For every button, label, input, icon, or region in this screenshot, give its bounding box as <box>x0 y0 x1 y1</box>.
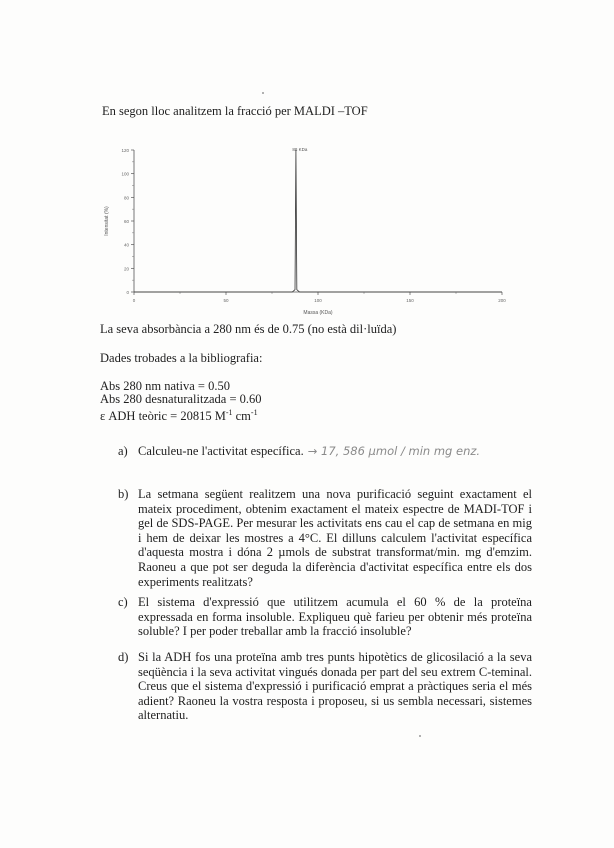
y-tick-label: 100 <box>121 171 129 177</box>
abs-denatured-value: Abs 280 desnaturalitzada = 0.60 <box>100 392 262 406</box>
question-text: La setmana següent realitzem una nova purificació seguint exactament el mateix procediment, obtenim exactament el mateix espectre de MADI-TOF i gel de SDS-PAGE. Per mesurar les activitats ens cau el cap de setmana en mig i hem de deixar les mostres a 4°C. El dilluns calculem l'activitat específica d'aquesta mostra i dóna 2 µmols de substrat transformat/min. mg d'emzim. Raoneu a que pot ser deguda la diferència d'activitat específica entre els dos experiments realitzats? <box>138 487 532 589</box>
question-a <box>118 444 532 459</box>
spectrum-line <box>134 150 502 292</box>
bibliography-values <box>100 380 262 423</box>
epsilon-prefix: ε ADH teòric = 20815 M <box>100 409 226 424</box>
x-tick-label: 50 <box>223 298 229 303</box>
epsilon-value <box>100 406 262 423</box>
question-label: a) <box>118 444 128 458</box>
y-tick-label: 40 <box>123 242 129 248</box>
peak-label: 88 KDa <box>292 147 308 152</box>
scan-speck <box>419 735 421 737</box>
question-text: Calculeu-ne l'activitat específica. <box>138 444 304 458</box>
y-tick-label: 80 <box>123 195 129 201</box>
y-tick-label: 20 <box>123 266 129 272</box>
question-text: Si la ADH fos una proteïna amb tres punts hipotètics de glicosilació a la seva seqüència i la seva activitat vingués donada per part del seu extrem C-teminal. Creus que el sistema d'expressió i purificació emprat a pràctiques seria el més adient? Raoneu la vostra resposta i proposeu, si us sembla necessari, sistemes alternatiu. <box>138 650 532 723</box>
y-axis-label: Intensitat (%) <box>104 206 110 236</box>
question-c <box>118 595 532 639</box>
question-label: d) <box>118 650 129 664</box>
y-tick-label: 60 <box>123 219 129 224</box>
x-tick-label: 100 <box>314 298 322 303</box>
question-d <box>118 650 532 723</box>
question-text: El sistema d'expressió que utilitzem acumula el 60 % de la proteïna expressada en forma insoluble. Expliqueu què farieu per obtenir més proteïna soluble? I per poder treballar amb la fracció insoluble? <box>138 595 532 639</box>
x-tick-label: 0 <box>132 298 136 303</box>
epsilon-exp1: -1 <box>225 408 233 417</box>
x-axis-label: Massa (KDa) <box>303 310 333 316</box>
abs-native-value: Abs 280 nm nativa = 0.50 <box>100 379 230 393</box>
maldi-tof-chart <box>100 140 520 320</box>
intro-text: En segon lloc analitzem la fracció per MALDI –TOF <box>102 104 368 118</box>
question-label: c) <box>118 595 128 609</box>
y-tick-label: 0 <box>126 290 129 295</box>
scan-speck <box>262 92 264 94</box>
epsilon-mid: cm <box>232 409 251 424</box>
question-label: b) <box>118 487 129 501</box>
y-tick-label: 120 <box>121 148 129 153</box>
x-tick-label: 150 <box>406 298 414 303</box>
epsilon-exp2: -1 <box>250 408 258 417</box>
maldi-tof-svg <box>100 140 520 320</box>
absorbance-text: La seva absorbància a 280 nm és de 0.75 (no està dil·luïda) <box>100 322 397 336</box>
x-tick-label: 200 <box>498 298 506 303</box>
bibliography-title: Dades trobades a la bibliografia: <box>100 351 263 365</box>
handwritten-answer: → 17, 586 µmol / min mg enz. <box>307 444 481 458</box>
question-b <box>118 487 532 589</box>
